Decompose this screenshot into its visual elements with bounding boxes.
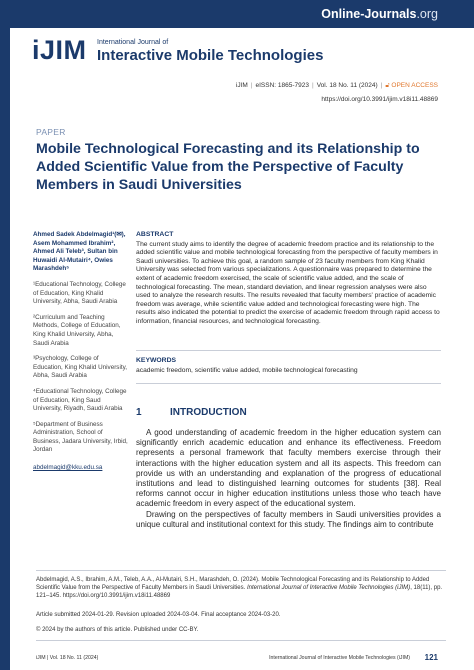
section-title: INTRODUCTION <box>170 407 247 418</box>
keywords-text: academic freedom, scientific value added, mobile technological forecasting <box>136 367 358 374</box>
keywords-section <box>136 356 441 375</box>
affiliation: ¹Educational Technology, College of Education, King Khalid University, Abha, Saudi Arabia <box>33 280 126 306</box>
section-heading <box>136 407 247 418</box>
divider <box>36 640 446 641</box>
citation: Abdelmagid, A.S., Ibrahim, A.M., Teleb, A.A., Al-Mutairi, S.H., Marashdeh, O. (2024). Mobile Technological Forecasting and its Relationship to Added Scientific Value from the Perspective of Faculty Members in Saudi Universities. International Journal of Interactive Mobile Technologies (iJIM), 18(11), pp. 121–145. https://doi.org/10.3991/ijim.v18i11.48869 <box>36 577 443 599</box>
divider <box>136 350 441 351</box>
footer-journal-name: International Journal of Interactive Mobile Technologies (iJIM) <box>269 655 410 661</box>
article-history: Article submitted 2024-01-29. Revision uploaded 2024-03-04. Final acceptance 2024-03-20. <box>36 612 281 618</box>
affiliation: ⁵Department of Business Administration, School of Business, Jadara University, Irbid, Jordan <box>33 420 128 454</box>
journal-meta: iJIM | eISSN: 1865-7923 | Vol. 18 No. 11 (2024) | 🔓︎ OPEN ACCESS <box>235 82 438 89</box>
abstract-section <box>136 231 441 327</box>
affiliation: ⁴Educational Technology, College of Education, King Saud University, Riyadh, Saudi Arabia <box>33 387 127 413</box>
authors-column <box>33 231 128 473</box>
footer-journal-issue: iJIM | Vol. 18 No. 11 (2024) <box>36 655 99 661</box>
divider <box>136 383 441 384</box>
journal-header <box>32 34 452 66</box>
divider <box>36 570 446 571</box>
journal-title: Interactive Mobile Technologies <box>97 47 324 64</box>
license: © 2024 by the authors of this article. Published under CC-BY. <box>36 627 199 633</box>
left-accent-bar <box>0 0 10 670</box>
keywords-heading: KEYWORDS <box>136 357 177 364</box>
introduction-body <box>136 428 441 530</box>
journal-subtitle: International Journal of <box>97 39 169 46</box>
site-link[interactable]: Online-Journals.org <box>321 7 438 21</box>
journal-logo: iJIM <box>32 35 87 65</box>
paragraph: A good understanding of academic freedom in the higher education system can significantly enrich academic education and enhance its effectiveness. Freedom represents a personal framework that faculty members exercise through their interactions with the higher education system and all its aspects. This freedom can provide us with an understanding and explanation of the progress of educational institutions and lead to distinguished learning outcomes for students [38]. Real reforms cannot occur in higher education institutions unless those who teach have academic freedom in every aspect of the educational system. <box>136 428 441 509</box>
section-number: 1 <box>136 407 142 418</box>
abstract-heading: ABSTRACT <box>136 231 174 238</box>
open-access-label: OPEN ACCESS <box>391 82 438 89</box>
doi-link[interactable]: https://doi.org/10.3991/ijim.v18i11.48869 <box>321 96 438 103</box>
article-type: PAPER <box>36 127 66 137</box>
author-list: Ahmed Sadek Abdelmagid¹(✉), Asem Mohammed Ibrahim², Ahmed Ali Teleb³, Sultan bin Huwaidi Al-Mutairi⁴, Owies Marashdeh⁵ <box>33 231 126 273</box>
paragraph: Drawing on the perspectives of faculty members in Saudi universities provides a unique cultural and institutional context for this study. The findings aim to contribute <box>136 509 441 529</box>
abstract-text: The current study aims to identify the degree of academic freedom practice and its relationship to the added scientific value and mobile technological forecasting from the perspective of faculty members in Saudi universities. To achieve this goal, a random sample of 23 faculty members from King Khalid University was selected from various specializations. A questionnaire was prepared to determine the extent of academic freedom exercised, the scale of scientific value added, and the scale of technological forecasting. The mean, standard deviation, and linear regression analyses were also used to analyze the research results. The results revealed that faculty members' practice of academic freedom was average, while scientific value added and technological forecasting were high. The results also indicated the potential to predict the exercise of academic freedom through rapid access to information, financial resources, and technological forecasting. <box>136 240 440 325</box>
affiliation: ²Curriculum and Teaching Methods, College of Education, King Khalid University, Abha, Saudi Arabia <box>33 313 121 347</box>
open-access-icon: 🔓︎ <box>385 82 390 89</box>
paper-title: Mobile Technological Forecasting and its Relationship to Added Scientific Value from the Perspective of Faculty Members in Saudi Universities <box>36 141 420 193</box>
affiliation: ³Psychology, College of Education, King Khalid University, Abha, Saudi Arabia <box>33 355 128 380</box>
page-number: 121 <box>424 653 438 662</box>
top-banner <box>10 0 474 28</box>
corresponding-email[interactable]: abdelmagid@kku.edu.sa <box>33 464 103 472</box>
